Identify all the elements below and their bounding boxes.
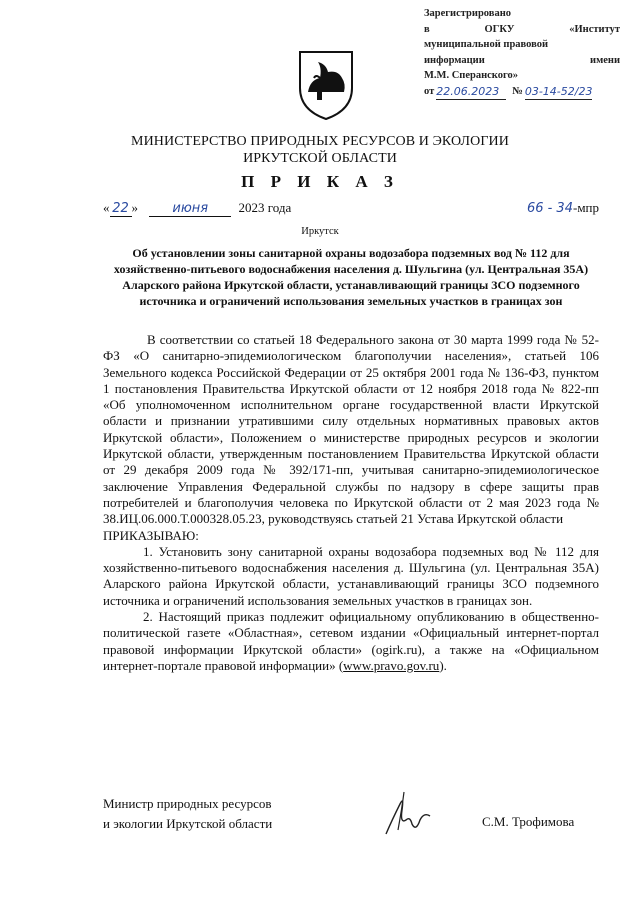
order-number-hand: 66 - 34 [526,201,573,216]
item-1-paragraph: 1. Установить зону санитарной охраны водозабора подземных вод № 112 для хозяйственно-питьевого водоснабжения населения д. Шульгина (ул. Центральная 35А) Аларского района Иркутской области, устанавливающий границы ЗСО подземного источника и ограничений использования земельных участков в границах зон. [103,543,599,608]
stamp-line: «Институт [569,23,620,35]
pravo-link[interactable]: www.pravo.gov.ru [343,657,440,673]
stamp-no-label: № [512,85,523,97]
ministry-name: МИНИСТЕРСТВО ПРИРОДНЫХ РЕСУРСОВ И ЭКОЛОГИИ [131,134,509,149]
order-body [103,332,599,674]
stamp-date: 22.06.2023 [436,84,506,101]
position-line-1: Министр природных ресурсов [103,796,272,811]
stamp-line: в [424,23,430,35]
ministry-region: ИРКУТСКОЙ ОБЛАСТИ [243,151,397,166]
item-2-text: 2. Настоящий приказ подлежит официальному опубликованию в общественно-политической газете «Областная», сетевом издании «Официальный интернет-портал правовой информации Иркутской области» (ogirk.ru), а также на «Официальном интернет-портале правовой информации» ( [103,609,599,673]
stamp-line: М.М. Сперанского» [424,70,518,81]
order-subject: Об установлении зоны санитарной охраны водозабора подземных вод № 112 для хозяйственно-питьевого водоснабжения населения д. Шульгина (ул. Центральная 35А) Аларского района Иркутской области, устанавливающий границы ЗСО подземного источника и ограничений использования земельных участков в границах зон [113,246,589,308]
coat-of-arms-icon [296,48,356,122]
stamp-line: Зарегистрировано [424,8,511,19]
place: Иркутск [301,226,339,237]
date-month: июня [149,201,231,217]
signatory-position [103,794,272,834]
preamble-paragraph: В соответствии со статьей 18 Федерального закона от 30 марта 1999 года № 52-ФЗ «О санитарно-эпидемиологическом благополучии населения», статьей 106 Земельного кодекса Российской Федерации от 25 октября 2001 года № 136-ФЗ, пунктом 1 постановления Правительства Иркутской области от 12 ноября 2018 года № 822-пп «Об уполномоченном исполнительном органе государственной власти Иркутской области и признании утратившими силу отдельных нормативных правовых актов Иркутской области», Положением о министерстве природных ресурсов и экологии Иркутской области, утвержденным постановлением Правительства Иркутской области от 29 декабря 2009 года № 392/171-пп, учитывая санитарно-эпидемиологическое заключение Управления Федеральной службы по надзору в сфере защиты прав потребителей и благополучия человека по Иркутской области от 2 мая 2023 года № 38.ИЦ.06.000.Т.000328.05.23, руководствуясь статьей 21 Устава Иркутской области [103,332,599,527]
item-2-paragraph [103,609,599,674]
stamp-from-label: от [424,85,435,97]
handwritten-signature [380,790,440,838]
order-word: ПРИКАЗЫВАЮ: [103,527,199,543]
date-close-quote: » [131,200,138,215]
date-day: 22 [110,201,132,217]
order-number [527,200,599,216]
stamp-number: 03-14-52/23 [525,84,593,101]
document-type: П Р И К А З [241,172,399,191]
date-open-quote: « [103,200,110,215]
registration-stamp [424,6,620,134]
position-line-2: и экологии Иркутской области [103,816,273,831]
date-year: 2023 года [238,200,292,215]
stamp-line: муниципальной правовой [424,39,549,50]
stamp-line: ОГКУ [484,23,515,35]
date-line [103,200,599,220]
stamp-line: имени [590,54,620,66]
order-number-suffix: -мпр [572,200,599,215]
stamp-line: информации [424,54,485,66]
signatory-name: С.М. Трофимова [482,814,575,829]
item-2-end: ). [439,657,447,673]
